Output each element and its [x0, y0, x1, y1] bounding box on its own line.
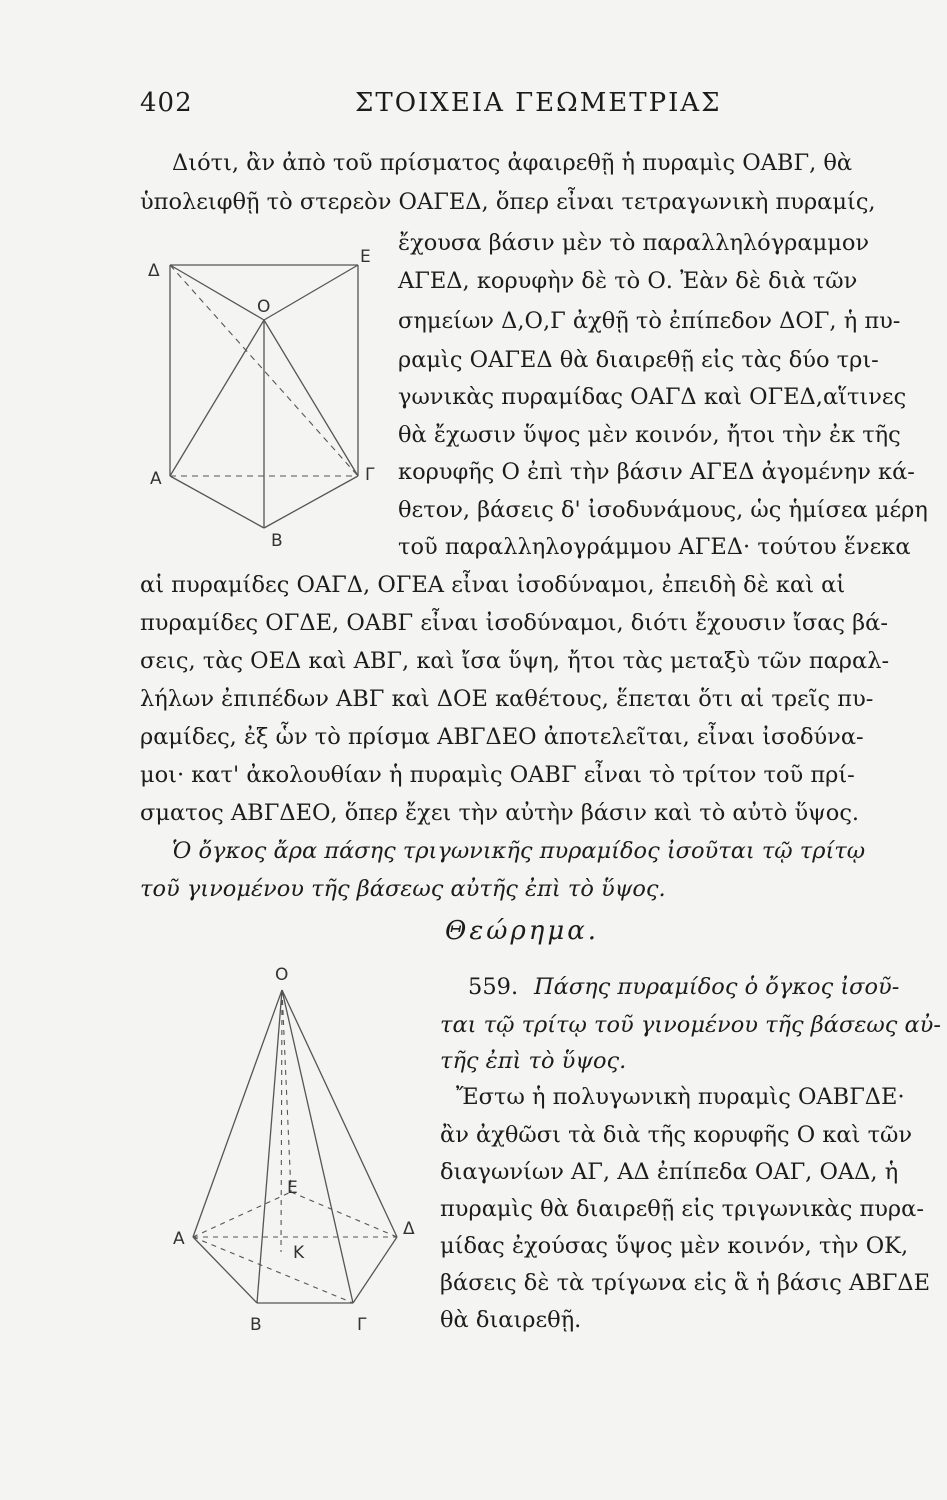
text-line: ΑΓΕΔ, κορυφὴν δὲ τὸ Ο. Ἐὰν δὲ διὰ τῶν — [398, 268, 858, 294]
conclusion-line: τοῦ γινομένου τῆς βάσεως αὐτῆς ἐπὶ τὸ ὕψος. — [140, 876, 666, 902]
text-line: τοῦ παραλληλογράμμου ΑΓΕΔ· τούτου ἕνεκα — [398, 534, 911, 560]
text-line: μίδας ἐχούσας ὕψος μὲν κοινόν, τὴν ΟΚ, — [440, 1233, 909, 1259]
edge-alpha-beta — [170, 476, 264, 528]
text-line: λήλων ἐπιπέδων ΑΒΓ καὶ ΔΟΕ καθέτους, ἕπεται ὅτι αἱ τρεῖς πυ- — [140, 686, 874, 712]
text-line: ἂν ἀχθῶσι τὰ διὰ τῆς κορυφῆς Ο καὶ τῶν — [440, 1122, 913, 1148]
label-gamma: Γ — [357, 1315, 367, 1335]
theorem-heading: Θεώρημα. — [445, 916, 600, 946]
label-alpha: Α — [150, 469, 162, 489]
text-line: σματος ΑΒΓΔΕΟ, ὅπερ ἔχει τὴν αὐτὴν βάσιν καὶ τὸ αὐτὸ ὕψος. — [140, 800, 860, 826]
edge-epsilon-o — [264, 265, 358, 320]
label-alpha: Α — [173, 1229, 185, 1249]
text-line: σεις, τὰς ΟΕΔ καὶ ΑΒΓ, καὶ ἴσα ὕψη, ἤτοι τὰς μεταξὺ τῶν παραλ- — [140, 648, 890, 674]
text-line: διαγωνίων ΑΓ, ΑΔ ἐπίπεδα ΟΑΓ, ΟΑΔ, ἡ — [440, 1159, 899, 1185]
text-line: γωνικὰς πυραμίδας ΟΑΓΔ καὶ ΟΓΕΔ,αἵτινες — [398, 384, 907, 410]
edge-o-epsilon-hidden — [282, 990, 291, 1192]
label-beta: Β — [250, 1315, 262, 1335]
text-line: Διότι, ἂν ἀπὸ τοῦ πρίσματος ἀφαιρεθῇ ἡ πυραμὶς ΟΑΒΓ, θὰ — [172, 150, 853, 176]
label-epsilon: Ε — [287, 1178, 298, 1198]
text-line: ὑπολειφθῇ τὸ στερεὸν ΟΑΓΕΔ, ὅπερ εἶναι τετραγωνικὴ πυραμίς, — [140, 189, 876, 215]
text-line: Ἔστω ἡ πολυγωνικὴ πυραμὶς ΟΑΒΓΔΕ· — [456, 1084, 905, 1110]
label-omicron: Ο — [257, 297, 271, 317]
text-line: αἱ πυραμίδες ΟΑΓΔ, ΟΓΕΑ εἶναι ἰσοδύναμοι, ἐπειδὴ δὲ καὶ αἱ — [140, 572, 846, 598]
edge-gamma-delta — [353, 1237, 397, 1303]
edge-o-beta — [257, 990, 282, 1303]
edge-o-alpha — [193, 990, 282, 1237]
theorem-statement-line: ται τῷ τρίτῳ τοῦ γινομένου τῆς βάσεως αὐ- — [440, 1012, 941, 1038]
label-delta: Δ — [148, 261, 160, 281]
label-beta: Β — [271, 531, 283, 551]
edge-epsilon-delta-hidden — [291, 1192, 397, 1237]
theorem-statement-line: τῆς ἐπὶ τὸ ὕψος. — [440, 1048, 627, 1074]
edge-beta-gamma — [264, 476, 358, 528]
text-line: μοι· κατ' ἀκολουθίαν ἡ πυραμὶς ΟΑΒΓ εἶναι τὸ τρίτον τοῦ πρί- — [140, 762, 855, 788]
label-kappa: Κ — [293, 1243, 305, 1263]
text-line: πυραμίδες ΟΓΔΕ, ΟΑΒΓ εἶναι ἰσοδύναμοι, διότι ἔχουσιν ἴσας βά- — [140, 610, 888, 636]
text-line: θετον, βάσεις δ' ἰσοδυνάμους, ὡς ἡμίσεα μέρη — [398, 497, 928, 523]
text-line: πυραμὶς θὰ διαιρεθῇ εἰς τριγωνικὰς πυρα- — [440, 1196, 924, 1222]
diagonal-alpha-gamma-hidden — [193, 1237, 353, 1303]
figure-pyramid — [165, 960, 425, 1340]
height-o-k-hidden — [281, 990, 282, 1252]
label-gamma: Γ — [365, 465, 375, 485]
label-epsilon: Ε — [360, 247, 371, 267]
text-line: θὰ ἔχωσιν ὕψος μὲν κοινόν, ἤτοι τὴν ἐκ τῆς — [398, 422, 901, 448]
theorem-number: 559. — [468, 974, 519, 1000]
text-line: σημείων Δ,Ο,Γ ἀχθῇ τὸ ἐπίπεδον ΔΟΓ, ἡ πυ- — [398, 308, 901, 334]
text-line: κορυφῆς Ο ἐπὶ τὴν βάσιν ΑΓΕΔ ἀγομένην κά- — [398, 459, 915, 485]
edge-o-alpha — [170, 320, 264, 476]
edge-alpha-beta — [193, 1237, 257, 1303]
edge-o-delta — [282, 990, 397, 1237]
edge-delta-o — [170, 265, 264, 320]
theorem-statement-line: Πάσης πυραμίδος ὁ ὄγκος ἰσοῦ- — [534, 974, 900, 1000]
conclusion-line: Ὁ ὄγκος ἄρα πάσης τριγωνικῆς πυραμίδος ἰσοῦται τῷ τρίτῳ — [172, 838, 866, 864]
label-omicron: Ο — [275, 965, 289, 985]
page-number: 402 — [140, 88, 193, 118]
edge-alpha-epsilon-hidden — [193, 1192, 291, 1237]
text-line: βάσεις δὲ τὰ τρίγωνα εἰς ἃ ἡ βάσις ΑΒΓΔΕ — [440, 1270, 931, 1296]
text-line: θὰ διαιρεθῇ. — [440, 1307, 582, 1333]
edge-o-gamma — [264, 320, 358, 476]
text-line: ραμίδες, ἐξ ὧν τὸ πρίσμα ΑΒΓΔΕΟ ἀποτελεῖται, εἶναι ἰσοδύνα- — [140, 724, 864, 750]
text-line: ἔχουσα βάσιν μὲν τὸ παραλληλόγραμμον — [398, 230, 870, 256]
running-head-title: ΣΤΟΙΧΕΙΑ ΓΕΩΜΕΤΡΙΑΣ — [355, 88, 722, 118]
text-line: ραμὶς ΟΑΓΕΔ θὰ διαιρεθῇ εἰς τὰς δύο τρι- — [398, 347, 879, 373]
label-delta: Δ — [403, 1219, 415, 1239]
figure-prism — [140, 240, 390, 550]
